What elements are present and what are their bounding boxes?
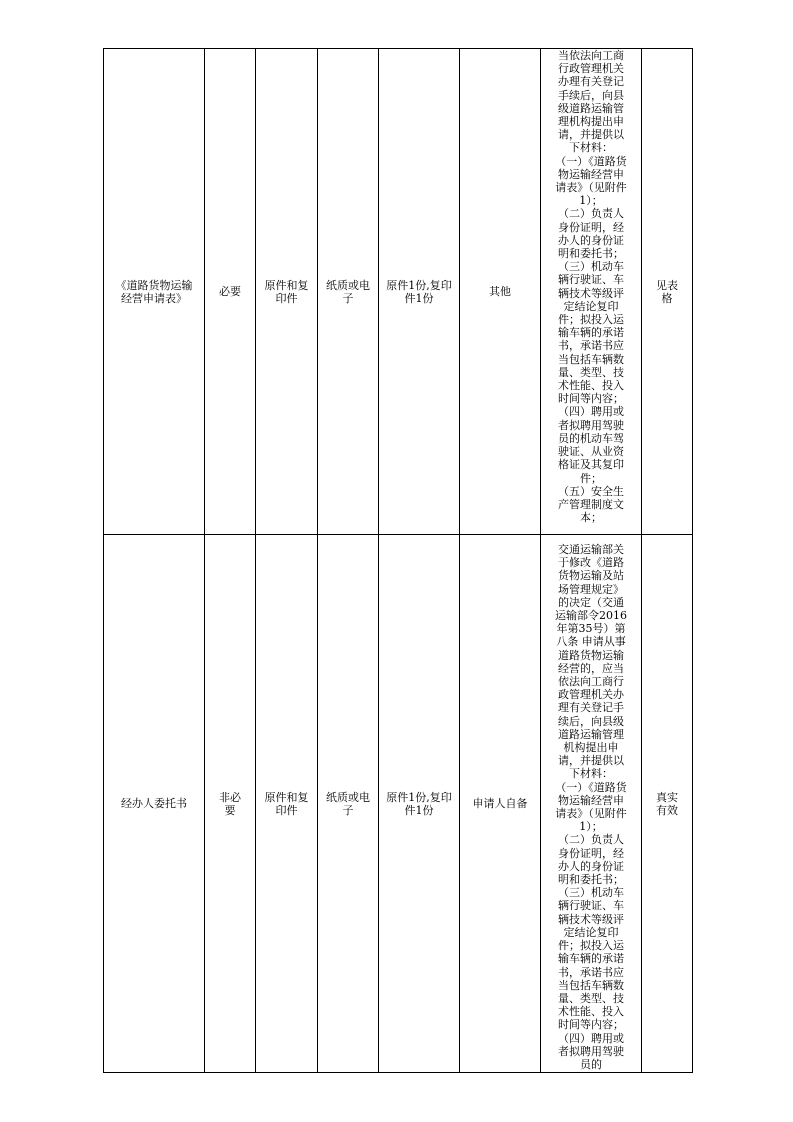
requirement-cell — [642, 49, 693, 535]
legal-basis-text: 当依法向工商行政管理机关办理有关登记手续后，向县级道路运输管理机构提出申请，并提供以下材料： （一）《道路货物运输经营申请表》（见附件1）； （二）负责人身份证明，经办人的身份证明和委托书； （三）机动车辆行驶证、车辆技术等级评定结论复印件；拟投入运输车辆的承诺书，承诺书应当包括车辆数量、类型、技术性能、投入时间等内容； （四）聘用或者拟聘用驾驶员的机动车驾驶证、从业资格证及其复印件； （五）安全生产管理制度文本； — [555, 49, 627, 525]
material-name: 《道路货物运输经营申请表》 — [115, 278, 193, 305]
material-requirement: 见表格 — [656, 278, 678, 305]
quantity-cell — [379, 49, 460, 535]
material-type: 原件和复印件 — [264, 790, 309, 817]
required-cell — [205, 49, 256, 535]
material-requirement: 真实有效 — [656, 790, 678, 817]
material-source: 申请人自备 — [472, 797, 528, 810]
material-quantity: 原件1份,复印件1份 — [386, 278, 452, 305]
basis-cell — [541, 535, 642, 1073]
materials-table — [103, 48, 693, 1073]
material-type: 原件和复印件 — [264, 278, 309, 305]
required-flag: 必要 — [219, 285, 241, 298]
source-cell — [460, 49, 541, 535]
material-source: 其他 — [489, 285, 511, 298]
material-name: 经办人委托书 — [121, 797, 187, 810]
material-form: 纸质或电子 — [326, 278, 370, 305]
material-name-cell — [104, 49, 205, 535]
required-cell — [205, 535, 256, 1073]
form-cell — [318, 535, 379, 1073]
material-form: 纸质或电子 — [326, 790, 370, 817]
material-name-cell — [104, 535, 205, 1073]
table-row — [104, 535, 693, 1073]
legal-basis-text: 交通运输部关于修改《道路货物运输及站场管理规定》的决定（交通运输部令2016年第35号）第八条 申请从事道路货物运输经营的，应当依法向工商行政管理机关办理有关登记手续后，向县级道路运输管理机构提出申请，并提供以下材料： （一）《道路货物运输经营申请表》（见附件1）； （二）负责人身份证明，经办人的身份证明和委托书； （三）机动车辆行驶证、车辆技术等级评定结论复印件；拟投入运输车辆的承诺书，承诺书应当包括车辆数量、类型、技术性能、投入时间等内容； （四）聘用或者拟聘用驾驶员的 — [555, 543, 627, 1071]
source-cell — [460, 535, 541, 1073]
material-quantity: 原件1份,复印件1份 — [386, 790, 452, 817]
material-type-cell — [256, 49, 318, 535]
form-cell — [318, 49, 379, 535]
table-row — [104, 49, 693, 535]
material-type-cell — [256, 535, 318, 1073]
basis-cell — [541, 49, 642, 535]
required-flag: 非必要 — [219, 790, 241, 817]
requirement-cell — [642, 535, 693, 1073]
quantity-cell — [379, 535, 460, 1073]
